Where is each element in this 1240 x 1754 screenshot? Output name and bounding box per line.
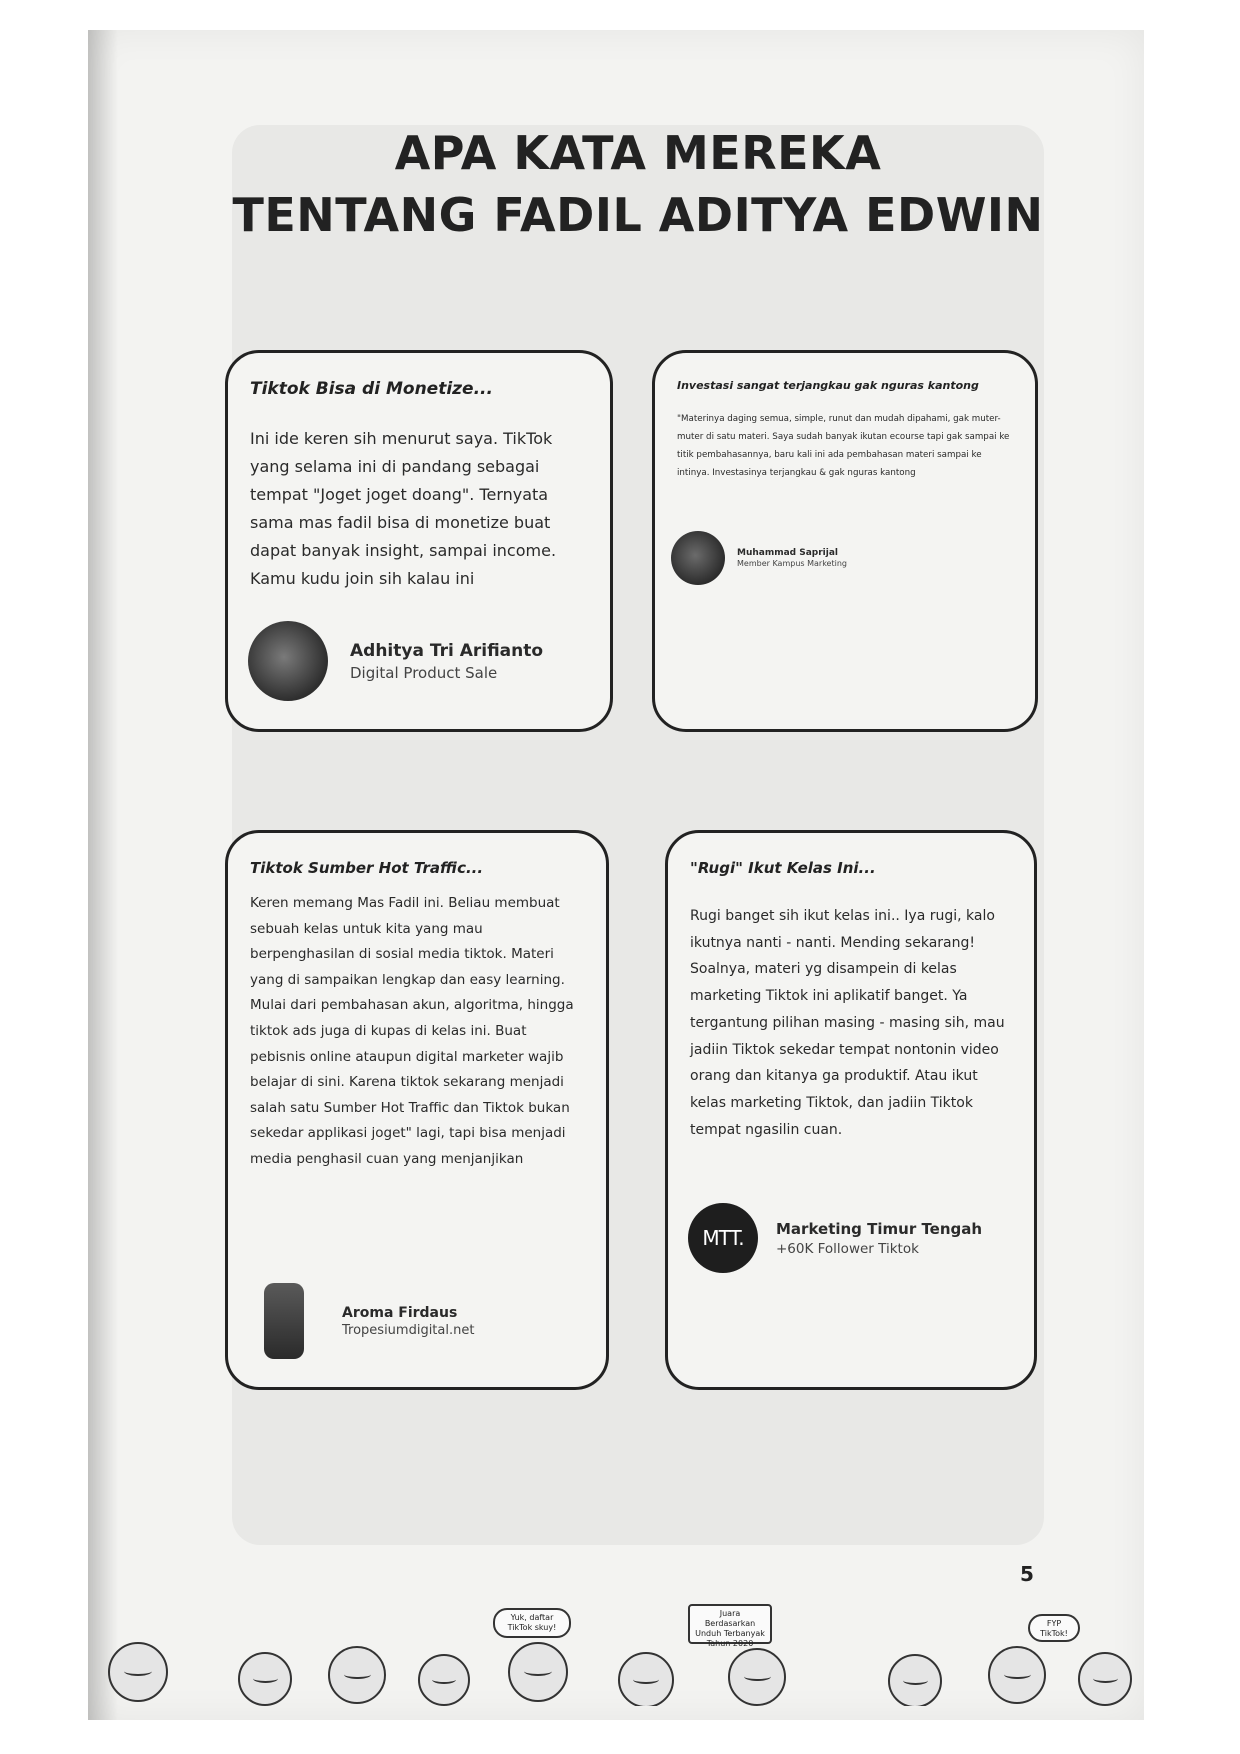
testimonial-body: "Materinya daging semua, simple, runut dan mudah dipahami, gak muter-muter di satu materi. Saya sudah banyak ikutan ecourse tapi gak sampai ke titik pembahasannya, baru kali ini ada pembahasan materi sampai ke intinya. Investasinya terjangkau & gak nguras kantong <box>677 414 1010 478</box>
page-title <box>232 122 1044 246</box>
avatar <box>248 621 328 701</box>
doodle-face-icon <box>238 1652 292 1706</box>
author-role: Digital Product Sale <box>350 663 498 682</box>
testimonial-heading: Investasi sangat terjangkau gak nguras kantong <box>677 379 979 392</box>
doodle-face-icon <box>418 1654 470 1706</box>
testimonial-author <box>264 1283 474 1359</box>
testimonial-card <box>225 350 613 732</box>
testimonial-author <box>688 1203 982 1273</box>
author-name: Marketing Timur Tengah <box>776 1219 983 1238</box>
doodle-face-icon <box>508 1642 568 1702</box>
doodle-face-icon <box>618 1652 674 1706</box>
author-name: Adhitya Tri Arifianto <box>350 640 544 661</box>
doodle-face-icon <box>108 1642 168 1702</box>
testimonial-body: Rugi banget sih ikut kelas ini.. Iya rugi, kalo ikutnya nanti - nanti. Mending sekarang! Soalnya, materi yg disampein di kelas marketing Tiktok ini aplikatif banget. Ya tergantung pilihan masing - masing sih, mau jadiin Tiktok sekedar tempat nontonin video orang dan kitanya ga produktif. Atau ikut kelas marketing Tiktok, dan jadiin Tiktok tempat ngasilin cuan. <box>690 908 1005 1138</box>
testimonial-heading: Tiktok Bisa di Monetize... <box>250 379 493 399</box>
testimonial-body: Keren memang Mas Fadil ini. Beliau membuat sebuah kelas untuk kita yang mau berpenghasilan di sosial media tiktok. Materi yang di sampaikan lengkap dan easy learning. Mulai dari pembahasan akun, algoritma, hingga tiktok ads juga di kupas di kelas ini. Buat pebisnis online ataupun digital marketer wajib belajar di sini. Karena tiktok sekarang menjadi salah satu Sumber Hot Traffic dan Tiktok bukan sekedar applikasi joget" lagi, tapi bisa menjadi media penghasil cuan yang menjanjikan <box>250 895 574 1167</box>
testimonial-heading: Tiktok Sumber Hot Traffic... <box>250 859 484 877</box>
page-binding-shadow <box>88 30 118 1720</box>
doodle-face-icon <box>1078 1652 1132 1706</box>
author-role: +60K Follower Tiktok <box>776 1240 919 1257</box>
testimonial-author <box>671 531 847 585</box>
testimonial-card <box>665 830 1037 1390</box>
testimonial-heading: "Rugi" Ikut Kelas Ini... <box>690 859 876 877</box>
doodle-face-icon <box>888 1654 942 1706</box>
author-role: Member Kampus Marketing <box>737 559 847 568</box>
testimonial-body: Ini ide keren sih menurut saya. TikTok yang selama ini di pandang sebagai tempat "Joget joget doang". Ternyata sama mas fadil bisa di monetize buat dapat banyak insight, sampai income. Kamu kudu join sih kalau ini <box>250 429 557 588</box>
page-title-line-1: APA KATA MEREKA <box>394 126 882 180</box>
testimonial-card <box>225 830 609 1390</box>
speech-bubble: FYP TikTok! <box>1028 1614 1080 1642</box>
speech-bubble: Juara Berdasarkan Unduh Terbanyak Tahun 2020 <box>688 1604 772 1644</box>
author-role: Tropesiumdigital.net <box>342 1322 475 1338</box>
mtt-logo: MTT. <box>688 1203 758 1273</box>
page-number: 5 <box>1020 1562 1034 1586</box>
doodle-face-icon <box>728 1648 786 1706</box>
testimonial-author <box>248 621 543 701</box>
author-name: Muhammad Saprijal <box>737 548 839 558</box>
author-name: Aroma Firdaus <box>342 1304 458 1321</box>
doodle-illustration-strip <box>88 1602 1144 1706</box>
testimonial-card <box>652 350 1038 732</box>
speech-bubble: Yuk, daftar TikTok skuy! <box>493 1608 571 1638</box>
doodle-face-icon <box>988 1646 1046 1704</box>
page-title-line-2: TENTANG FADIL ADITYA EDWIN <box>232 188 1044 242</box>
avatar <box>264 1283 304 1359</box>
avatar <box>671 531 725 585</box>
doodle-face-icon <box>328 1646 386 1704</box>
